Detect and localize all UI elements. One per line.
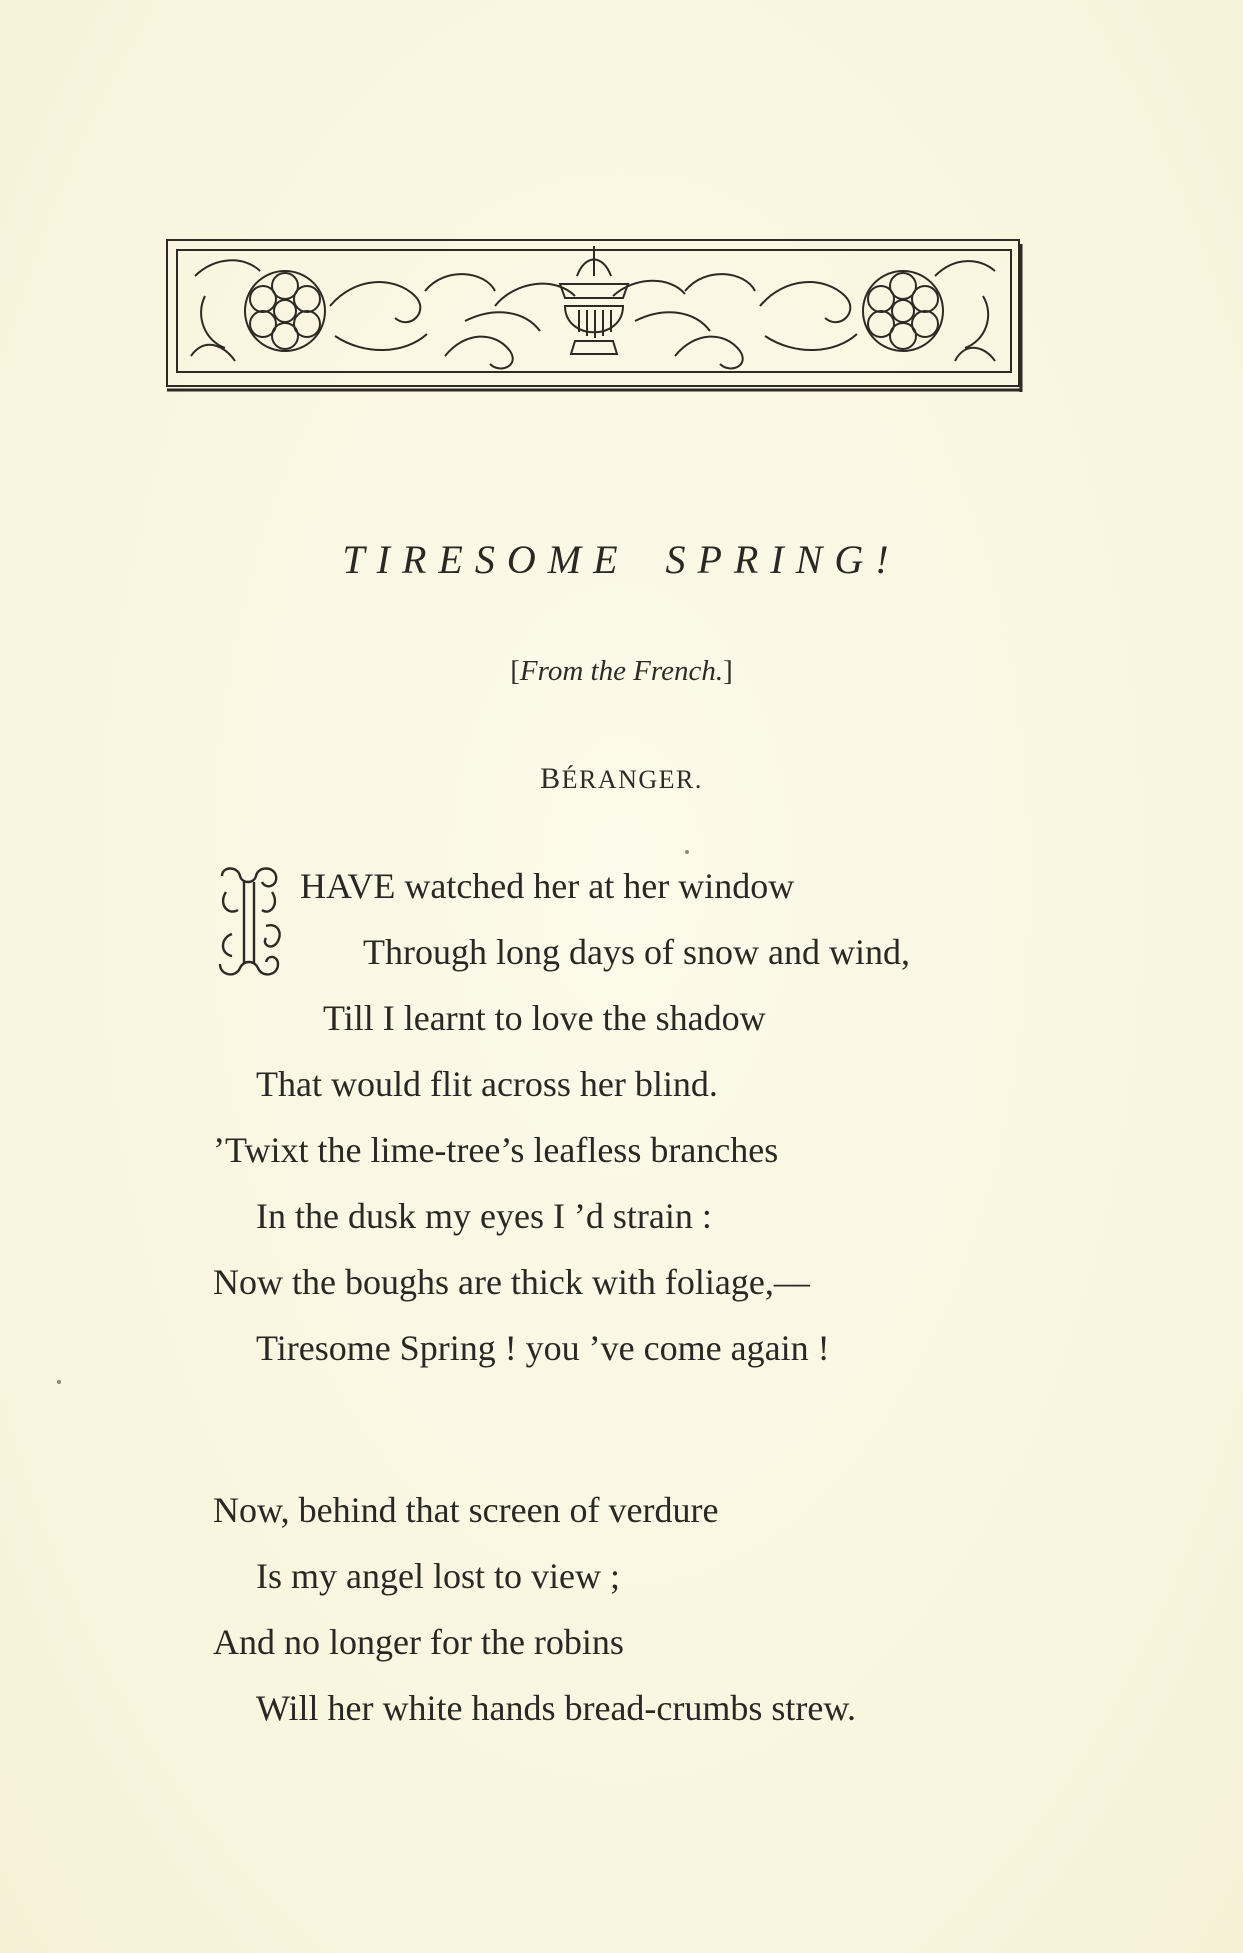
poem-line: ’Twixt the lime-tree’s leafless branches xyxy=(213,1130,779,1170)
author-name xyxy=(0,762,1243,796)
poem-line: Now the boughs are thick with foliage,— xyxy=(213,1262,810,1302)
paper-speck xyxy=(57,1380,61,1384)
poem-line: Through long days of snow and wind, xyxy=(363,932,910,972)
poem-line: Will her white hands bread-crumbs strew. xyxy=(256,1688,857,1728)
paper-speck xyxy=(685,850,689,854)
poem-line: Is my angel lost to view ; xyxy=(256,1556,620,1596)
ornamental-drop-cap xyxy=(214,864,294,984)
floral-urn-headpiece-icon xyxy=(165,236,1023,394)
poem-line: That would flit across her blind. xyxy=(256,1064,718,1104)
poem-line: And no longer for the robins xyxy=(213,1622,624,1662)
poem-line: Till I learnt to love the shadow xyxy=(323,998,766,1038)
source-note xyxy=(0,655,1243,688)
drop-cap-letter: I xyxy=(248,944,250,945)
poem-line: Tiresome Spring ! you ’ve come again ! xyxy=(256,1328,830,1368)
poem-line: Now, behind that screen of verdure xyxy=(213,1490,719,1530)
source-note-close-bracket: ] xyxy=(723,655,733,687)
author-initial: B xyxy=(540,762,562,795)
source-note-text: From the French. xyxy=(519,655,724,687)
source-note-open-bracket: [ xyxy=(510,655,520,687)
poem-line: HAVE watched her at her window xyxy=(300,866,795,906)
poem-line: In the dusk my eyes I ’d strain : xyxy=(256,1196,712,1236)
poem-title: TIRESOME SPRING! xyxy=(342,537,901,582)
author-rest: ÉRANGER. xyxy=(561,765,703,794)
